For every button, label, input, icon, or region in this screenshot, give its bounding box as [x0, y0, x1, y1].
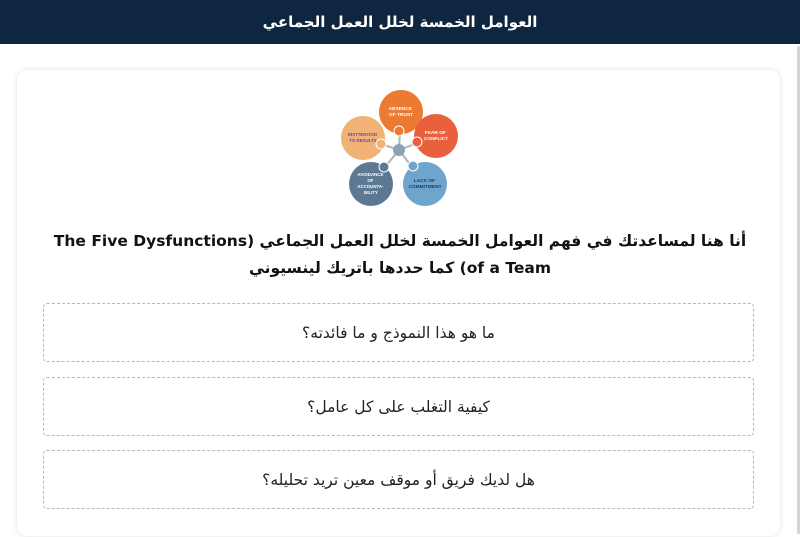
commitment-connector-icon — [408, 161, 418, 171]
svg-text:ABSENCE OF TRUST: ABSENCE OF TRUST — [388, 107, 413, 118]
page-title: العوامل الخمسة لخلل العمل الجماعي — [262, 13, 538, 31]
option-label: كيفية التغلب على كل عامل؟ — [307, 397, 490, 416]
conflict-connector-icon — [412, 137, 422, 147]
intro-message — [37, 228, 763, 282]
option-label: ما هو هذا النموذج و ما فائدته؟ — [302, 323, 495, 342]
svg-text:FEAR OF CONFLICT: FEAR OF CONFLICT — [423, 131, 449, 142]
svg-text:INATTENTION TO RESULTS: INATTENTION TO RESULTS — [347, 132, 377, 143]
option-model-purpose-button[interactable] — [43, 303, 754, 362]
trust-connector-icon — [394, 126, 404, 136]
svg-text:AVOIDANCE OF ACCOU: AVOIDANCE OF ACCOUNTA- BILITY — [357, 172, 384, 195]
option-label: هل لديك فريق أو موقف معين تريد تحليله؟ — [262, 470, 535, 489]
option-analyze-team-button[interactable] — [43, 450, 754, 509]
center-node — [393, 144, 405, 156]
option-overcome-factors-button[interactable] — [43, 377, 754, 436]
five-dysfunctions-diagram — [337, 88, 461, 212]
accountability-connector-icon — [379, 162, 389, 172]
chat-card — [17, 70, 780, 536]
fear-of-conflict-circle — [414, 114, 458, 158]
header-bar — [0, 0, 800, 44]
intro-line-1: أنا هنا لمساعدتك في فهم العوامل الخمسة لخلل العمل الجماعي (The Five Dysfunctions — [53, 232, 747, 250]
results-connector-icon — [376, 139, 386, 149]
intro-line-2: of a Team) كما حددها باتريك لينسيوني — [249, 259, 551, 277]
svg-text:LACK OF COMMITMENT: LACK OF COMMITMENT — [408, 179, 442, 190]
